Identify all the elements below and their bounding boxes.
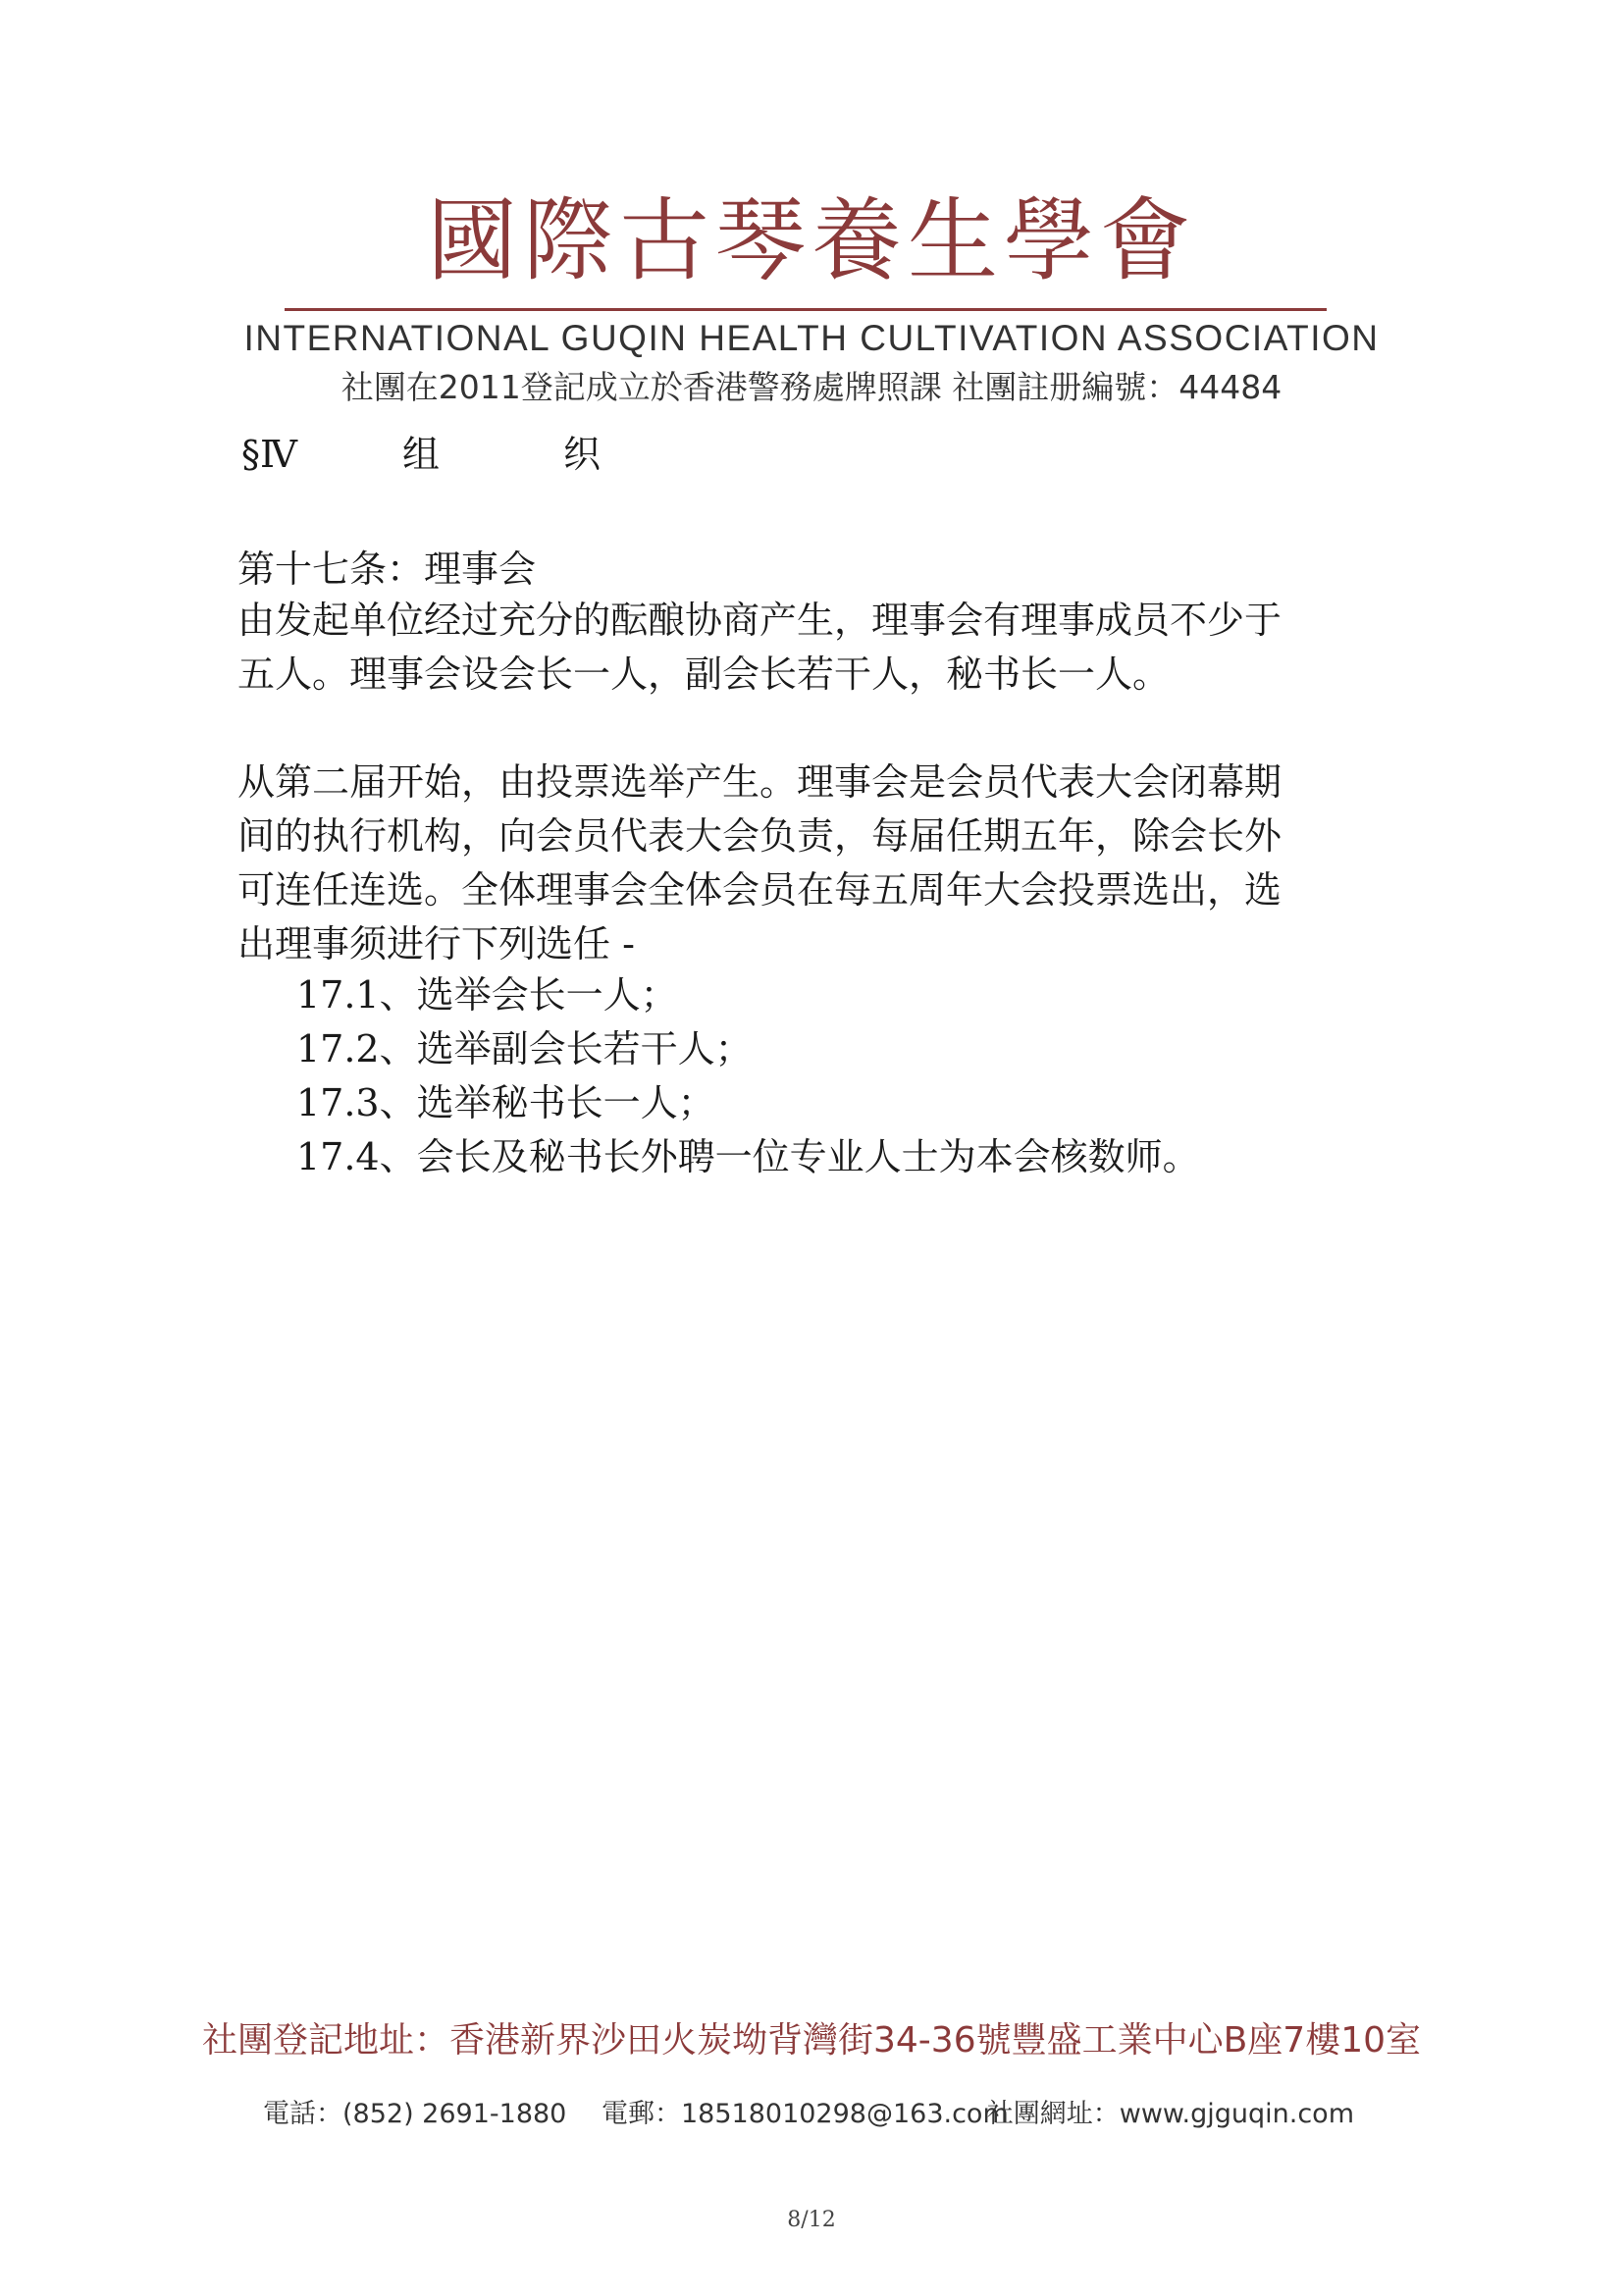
section-title-char-1: 组: [402, 433, 441, 476]
election-item-list: [296, 968, 1200, 1184]
list-item: 17.4、会长及秘书长外聘一位专业人士为本会核数师。: [296, 1135, 1200, 1178]
section-label: §Ⅳ: [241, 433, 297, 476]
article-paragraph-2: [237, 756, 1282, 971]
paragraph-line: 由发起单位经过充分的酝酿协商产生，理事会有理事成员不少于: [237, 599, 1283, 642]
article-paragraph-1: [237, 594, 1282, 702]
paragraph-line: 五人。理事会设会长一人，副会长若干人，秘书长一人。: [237, 652, 1171, 696]
paragraph-line: 可连任连选。全体理事会全体会员在每五周年大会投票选出，选: [237, 868, 1283, 912]
list-item: 17.1、选举会长一人；: [296, 973, 678, 1017]
association-name-english: INTERNATIONAL GUQIN HEALTH CULTIVATION ASSOCIATION: [243, 318, 1380, 358]
list-item: 17.3、选举秘书长一人；: [296, 1081, 715, 1124]
list-item: 17.2、选举副会长若干人；: [296, 1027, 753, 1070]
footer-phone: 電話：(852) 2691-1880: [263, 2099, 567, 2129]
paragraph-line: 间的执行机构，向会员代表大会负责，每届任期五年，除会长外: [237, 814, 1283, 858]
section-title-char-2: 织: [563, 433, 602, 476]
footer-email: 電郵：18518010298@163.com: [602, 2099, 1009, 2129]
paragraph-line: 从第二届开始，由投票选举产生。理事会是会员代表大会闭幕期: [237, 760, 1283, 804]
paragraph-line: 出理事须进行下列选任 -: [237, 922, 635, 965]
article-heading: 第十七条：理事会: [237, 548, 537, 591]
association-name-chinese: 國際古琴養生學會: [426, 188, 1196, 293]
footer-address: 社團登記地址：香港新界沙田火炭坳背灣街34-36號豐盛工業中心B座7樓10室: [201, 2020, 1422, 2061]
footer-website: 社團網址：www.gjguqin.com: [986, 2099, 1354, 2129]
letterhead-divider: [285, 308, 1327, 311]
registration-info: 社團在2011登記成立於香港警務處牌照課 社團註册編號：44484: [340, 368, 1283, 406]
page-number: 8/12: [787, 2208, 836, 2232]
footer-contacts: [263, 2092, 1354, 2131]
